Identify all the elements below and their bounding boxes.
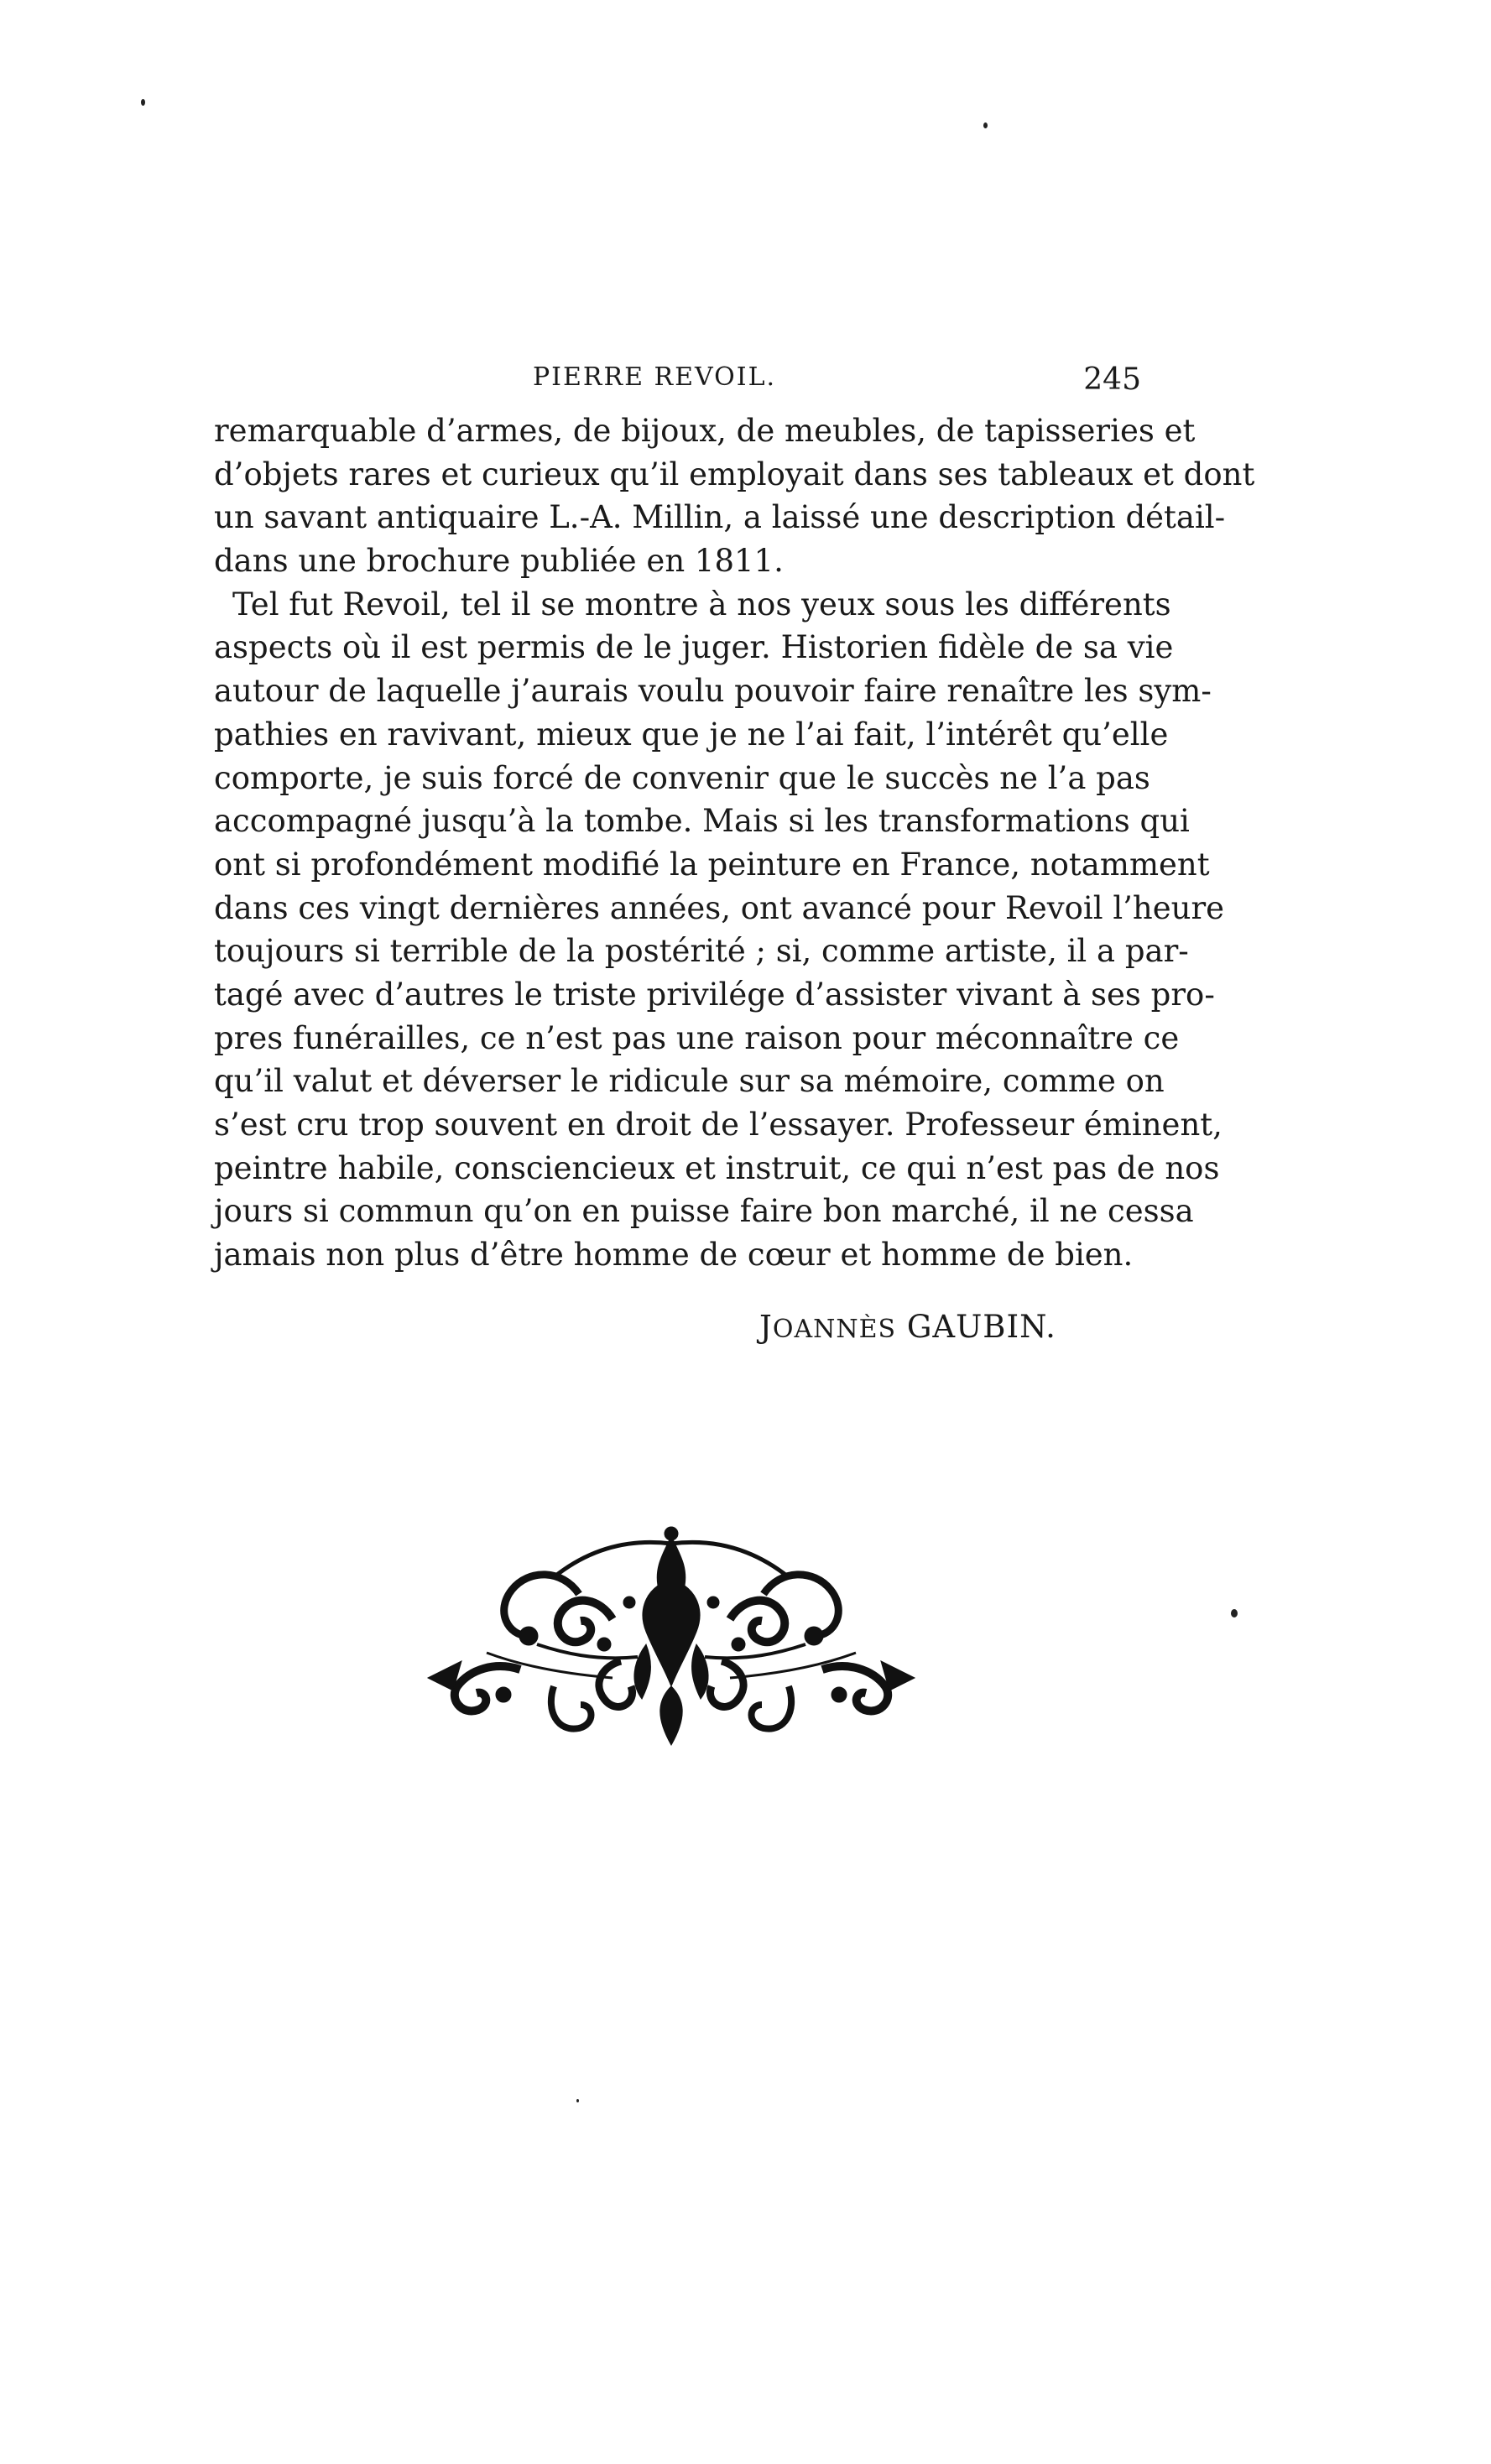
text-line: ont si profondément modifié la peinture en France, notamment xyxy=(214,846,1210,883)
signature-last-name: GAUBIN. xyxy=(906,1309,1056,1345)
text-line: autour de laquelle j’aurais voulu pouvoir faire renaître les sym- xyxy=(214,673,1212,710)
text-line: accompagné jusqu’à la tombe. Mais si les transformations qui xyxy=(214,803,1190,840)
signature-first-name: OANNÈS xyxy=(772,1315,897,1344)
text-line: pres funérailles, ce n’est pas une raison pour méconnaître ce xyxy=(214,1019,1180,1056)
text-line: peintre habile, consciencieux et instruit, ce qui n’est pas de nos xyxy=(214,1149,1220,1186)
page-speck xyxy=(576,2099,579,2102)
author-signature xyxy=(759,1309,1056,1345)
text-line: jours si commun qu’on en puisse faire bon marché, il ne cessa xyxy=(214,1193,1194,1230)
text-line: toujours si terrible de la postérité ; si, comme artiste, il a par- xyxy=(214,933,1189,970)
page-number: 245 xyxy=(1083,362,1141,397)
text-line: qu’il valut et déverser le ridicule sur sa mémoire, comme on xyxy=(214,1063,1165,1100)
text-line: dans ces vingt dernières années, ont avancé pour Revoil l’heure xyxy=(214,889,1225,926)
text-line: un savant antiquaire L.-A. Millin, a laissé une description détail- xyxy=(214,499,1226,536)
text-line: aspects où il est permis de le juger. Historien fidèle de sa vie xyxy=(214,629,1174,666)
text-line: jamais non plus d’être homme de cœur et homme de bien. xyxy=(214,1237,1134,1274)
text-line: s’est cru trop souvent en droit de l’essayer. Professeur éminent, xyxy=(214,1107,1223,1143)
fleuron-ornament-icon xyxy=(403,1519,940,1762)
running-head xyxy=(214,362,1141,404)
body-text xyxy=(214,409,1255,1277)
text-line: dans une brochure publiée en 1811. xyxy=(214,543,784,580)
page-speck xyxy=(141,99,145,106)
text-line: Tel fut Revoil, tel il se montre à nos yeux sous les différents xyxy=(232,586,1171,623)
page-speck xyxy=(1231,1609,1238,1617)
text-line: pathies en ravivant, mieux que je ne l’ai fait, l’intérêt qu’elle xyxy=(214,716,1169,753)
page-speck xyxy=(983,122,988,128)
text-line: remarquable d’armes, de bijoux, de meubles, de tapisseries et xyxy=(214,413,1196,449)
text-line: comporte, je suis forcé de convenir que le succès ne l’a pas xyxy=(214,759,1150,796)
signature-initial: J xyxy=(759,1309,773,1345)
running-title: PIERRE REVOIL. xyxy=(533,362,777,392)
text-line: d’objets rares et curieux qu’il employait dans ses tableaux et dont xyxy=(214,456,1255,492)
text-line: tagé avec d’autres le triste privilége d’assister vivant à ses pro- xyxy=(214,976,1215,1013)
